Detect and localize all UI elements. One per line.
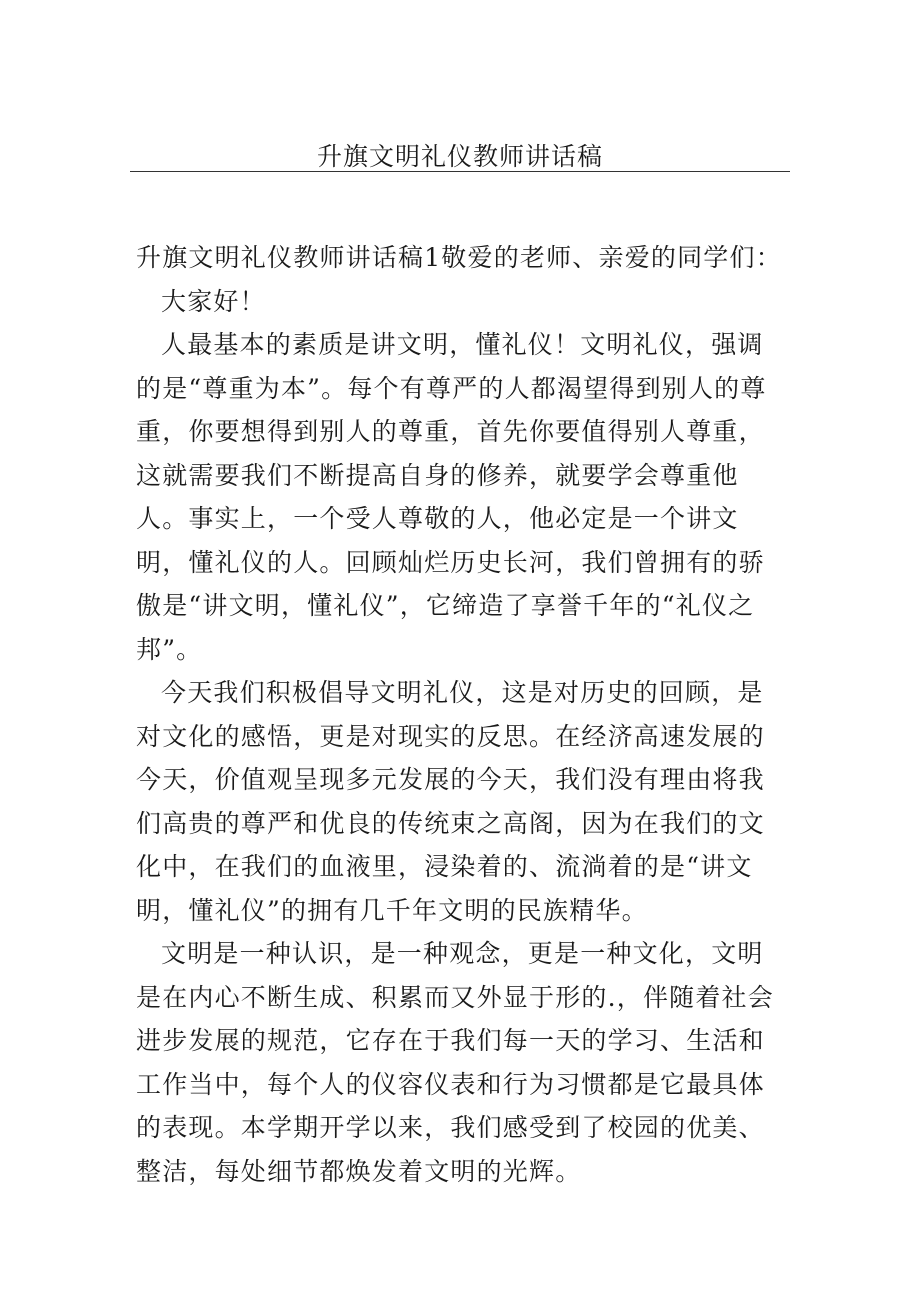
document-title: 升旗文明礼仪教师讲话稿 — [316, 142, 603, 171]
document-body — [136, 236, 788, 1193]
title-divider — [130, 171, 790, 172]
paragraph-2: 今天我们积极倡导文明礼仪，这是对历史的回顾，是对文化的感悟，更是对现实的反思。在经济高速发展的今天，价值观呈现多元发展的今天，我们没有理由将我们高贵的尊严和优良的传统束之高阁，因为在我们的文化中，在我们的血液里，浸染着的、流淌着的是“讲文明，懂礼仪”的拥有几千年文明的民族精华。 — [136, 678, 765, 925]
paragraph-salutation: 大家好！ — [161, 286, 266, 316]
paragraph-3: 文明是一种认识，是一种观念，更是一种文化，文明是在内心不断生成、积累而又外显于形的.，伴随着社会进步发展的规范，它存在于我们每一天的学习、生活和工作当中，每个人的仪容仪表和行为习惯都是它最具体的表现。本学期开学以来，我们感受到了校园的优美、整洁，每处细节都焕发着文明的光辉。 — [136, 939, 774, 1186]
paragraph-greeting: 升旗文明礼仪教师讲话稿1敬爱的老师、亲爱的同学们： — [136, 243, 782, 272]
paragraph-1: 人最基本的素质是讲文明，懂礼仪！文明礼仪，强调的是“尊重为本”。每个有尊严的人都渴望得到别人的尊重，你要想得到别人的尊重，首先你要值得别人尊重，这就需要我们不断提高自身的修养，就要学会尊重他人。事实上，一个受人尊敬的人，他必定是一个讲文明，懂礼仪的人。回顾灿烂历史长河，我们曾拥有的骄傲是“讲文明，懂礼仪”，它缔造了享誉千年的“礼仪之邦”。 — [136, 330, 767, 664]
